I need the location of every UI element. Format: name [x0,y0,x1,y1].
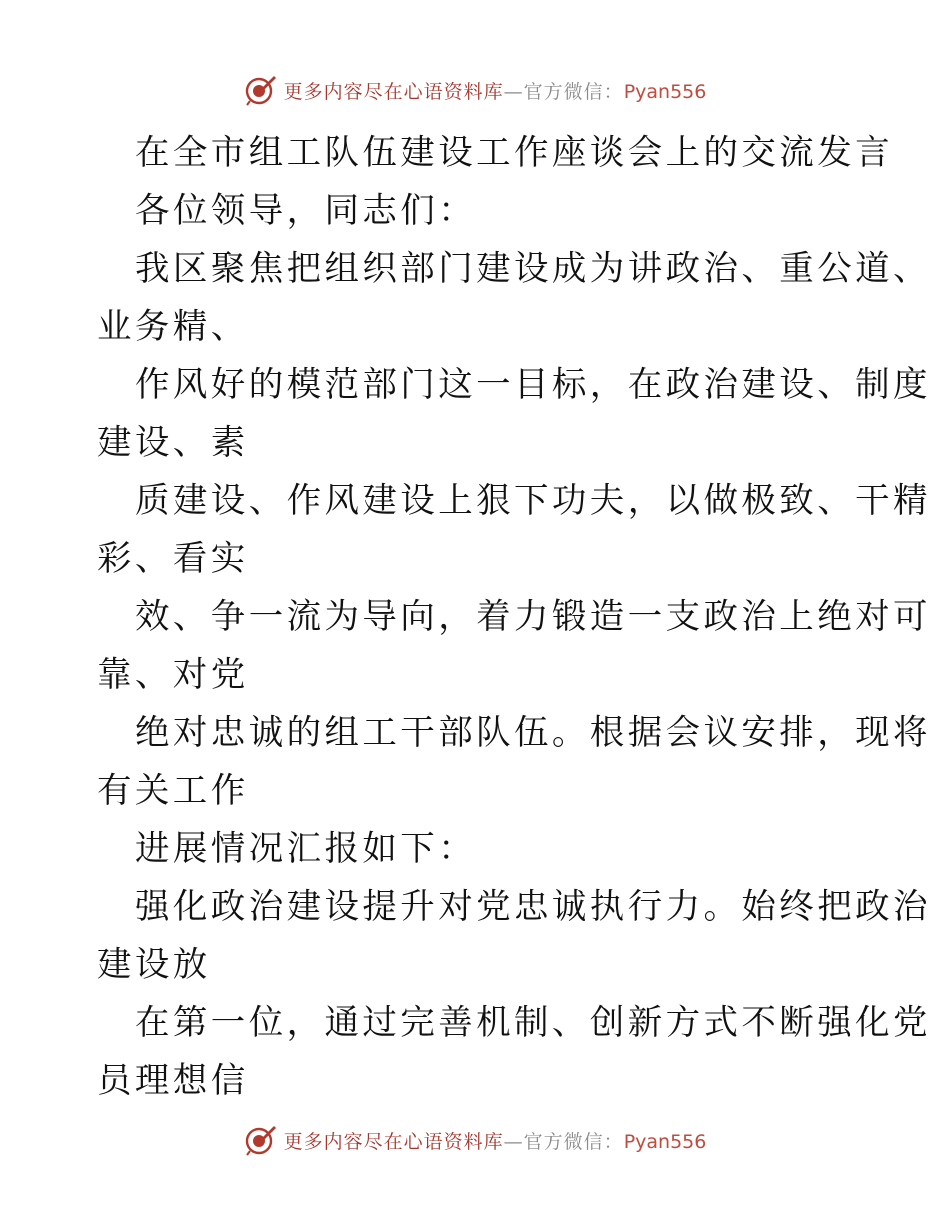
document-line: 有关工作 [97,771,249,811]
document-line: 质建设、作风建设上狠下功夫，以做极致、干精 [135,481,931,521]
document-line: 彩、看实 [97,539,249,579]
pen-logo-icon [244,1123,278,1157]
watermark-site: 更多内容尽在心语资料库 [283,80,504,103]
footer-watermark [0,1120,950,1160]
watermark-dash: — [503,80,524,103]
document-line: 我区聚焦把组织部门建设成为讲政治、重公道、 [135,249,931,289]
watermark-text [284,77,707,104]
watermark-label: 官方微信： [523,80,624,103]
document-body [97,124,931,1110]
document-line: 建设、素 [97,423,249,463]
watermark-id: Pyan556 [623,80,707,103]
document-line: 建设放 [97,945,211,985]
document-line: 效、争一流为导向，着力锻造一支政治上绝对可 [135,597,931,637]
document-line: 强化政治建设提升对党忠诚执行力。始终把政治 [135,887,931,927]
document-line: 绝对忠诚的组工干部队伍。根据会议安排，现将 [135,713,931,753]
document-line: 在第一位，通过完善机制、创新方式不断强化党 [135,1003,931,1043]
watermark-label: 官方微信： [523,1130,624,1153]
watermark-site: 更多内容尽在心语资料库 [283,1130,504,1153]
pen-logo-icon [244,73,278,107]
document-line: 作风好的模范部门这一目标，在政治建设、制度 [135,365,931,405]
document-line: 靠、对党 [97,655,249,695]
document-line: 业务精、 [97,307,249,347]
watermark-text [284,1127,707,1154]
watermark-id: Pyan556 [623,1130,707,1153]
document-line: 进展情况汇报如下： [135,829,477,869]
header-watermark [0,70,950,110]
document-line: 各位领导，同志们： [135,191,477,231]
document-line: 员理想信 [97,1061,249,1101]
watermark-dash: — [503,1130,524,1153]
document-line: 在全市组工队伍建设工作座谈会上的交流发言 [135,133,893,173]
